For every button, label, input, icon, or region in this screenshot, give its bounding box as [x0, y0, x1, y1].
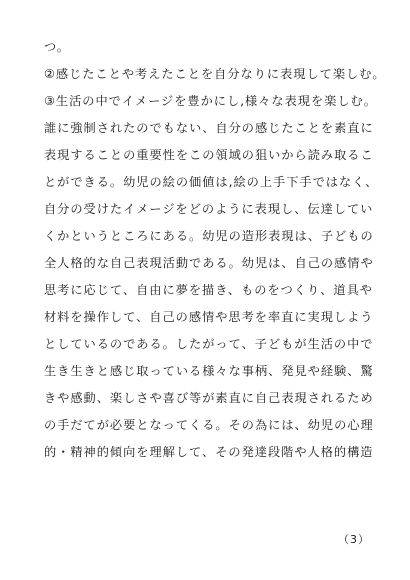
text-line: 生き生きと感じ取っている様々な事柄、発見や経験、驚: [44, 364, 374, 378]
body-text: [44, 40, 386, 472]
text-line: ③生活の中でイメージを豊かにし,様々な表現を楽しむ。: [44, 94, 377, 108]
text-line: 思考に応じて、自由に夢を描き、ものをつくり、道具や: [44, 283, 373, 297]
text-line: 表現することの重要性をこの領域の狙いから読み取るこ: [44, 148, 374, 162]
text-line: きや感動、楽しさや喜び等が素直に自己表現されるため: [44, 391, 374, 405]
text-line: とができる。幼児の絵の価値は,絵の上手下手ではなく、: [44, 175, 379, 189]
text-line: 全人格的な自己表現活動である。幼児は、自己の感情や: [44, 256, 374, 270]
page-number: （3）: [338, 533, 370, 546]
text-line: つ。: [44, 40, 70, 54]
text-line: くかというところにある。幼児の造形表現は、子どもの: [44, 229, 374, 243]
text-line: ②感じたことや考えたことを自分なりに表現して楽しむ。: [44, 67, 386, 81]
text-line: の手だてが必要となってくる。その為には、幼児の心理: [44, 418, 374, 432]
text-line: 自分の受けたイメージをどのように表現し、伝達してい: [44, 202, 374, 216]
text-line: 材料を操作して、自己の感情や思考を率直に実現しよう: [44, 310, 374, 324]
text-line: 的・精神的傾向を理解して、その発達段階や人格的構造: [44, 445, 374, 459]
text-line: としているのである。したがって、子どもが生活の中で: [44, 337, 374, 351]
text-line: 誰に強制されたのでもない、自分の感じたことを素直に: [44, 121, 374, 135]
